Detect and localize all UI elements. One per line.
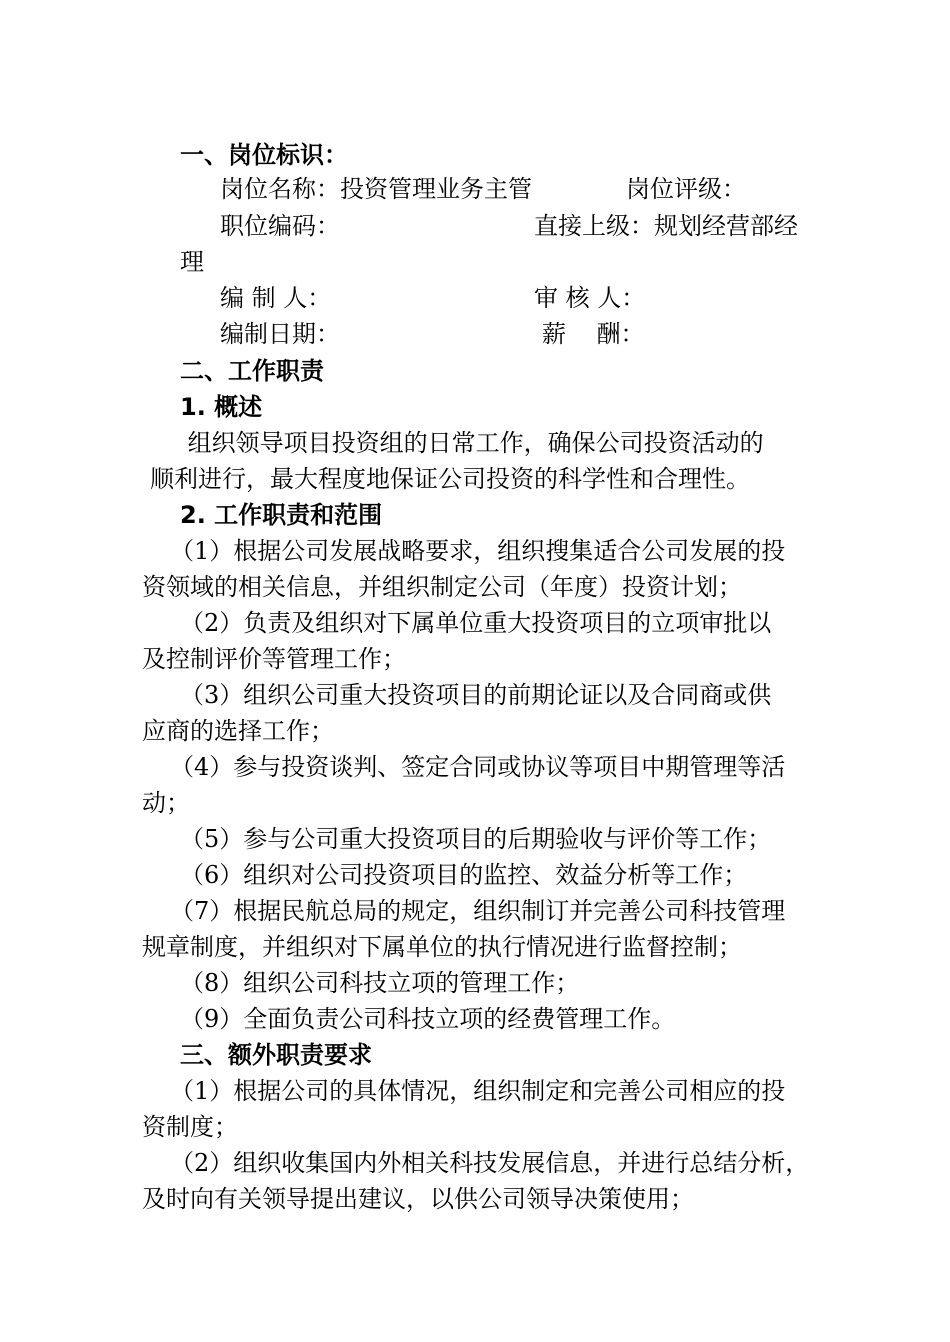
duty-item-6: （6）组织对公司投资项目的监控、效益分析等工作； [180,861,748,889]
duty-item-7-line-2: 规章制度，并组织对下属单位的执行情况进行监督控制； [142,933,742,961]
direct-superior: 直接上级：规划经营部经 [534,212,798,240]
duty-item-3-line-1: （3）组织公司重大投资项目的前期论证以及合同商或供 [180,681,772,709]
duty-item-4-line-1: （4）参与投资谈判、签定合同或协议等项目中期管理等活 [170,753,786,781]
duty-item-9: （9）全面负责公司科技立项的经费管理工作。 [180,1005,676,1033]
duty-item-2-line-1: （2）负责及组织对下属单位重大投资项目的立项审批以 [180,609,772,637]
subheading-overview: 1. 概述 [180,393,263,421]
duty-item-8: （8）组织公司科技立项的管理工作； [180,969,580,997]
section-heading-extra-duties: 三、额外职责要求 [180,1041,372,1069]
duty-item-7-line-1: （7）根据民航总局的规定，组织制订并完善公司科技管理 [170,897,786,925]
duty-item-3-line-2: 应商的选择工作； [142,717,334,745]
section-heading-duties: 二、工作职责 [180,357,324,385]
section-heading-position-id: 一、岗位标识： [180,141,348,169]
extra-item-2-line-2: 及时向有关领导提出建议，以供公司领导决策使用； [142,1185,694,1213]
overview-line-2: 顺利进行，最大程度地保证公司投资的科学性和合理性。 [150,465,750,493]
duty-item-1-line-1: （1）根据公司发展战略要求，组织搜集适合公司发展的投 [170,537,786,565]
duty-item-2-line-2: 及控制评价等管理工作； [142,645,406,673]
extra-item-2-line-1: （2）组织收集国内外相关科技发展信息，并进行总结分析， [170,1149,810,1177]
subheading-scope: 2. 工作职责和范围 [180,501,383,529]
reviewed-by: 审 核 人： [534,284,646,312]
duty-item-4-line-2: 动； [142,789,190,817]
position-code: 职位编码： [220,212,340,240]
extra-item-1-line-2: 资制度； [142,1113,238,1141]
position-grade: 岗位评级： [626,175,746,203]
position-name: 岗位名称：投资管理业务主管 [220,175,532,203]
duty-item-5: （5）参与公司重大投资项目的后期验收与评价等工作； [180,825,772,853]
prepared-by: 编 制 人： [220,284,332,312]
direct-superior-continued: 理 [180,248,204,276]
duty-item-1-line-2: 资领域的相关信息，并组织制定公司（年度）投资计划； [142,573,742,601]
overview-line-1: 组织领导项目投资组的日常工作，确保公司投资活动的 [180,429,764,457]
salary: 薪 酬： [542,320,645,348]
extra-item-1-line-1: （1）根据公司的具体情况，组织制定和完善公司相应的投 [170,1077,786,1105]
prepared-date: 编制日期： [220,320,340,348]
